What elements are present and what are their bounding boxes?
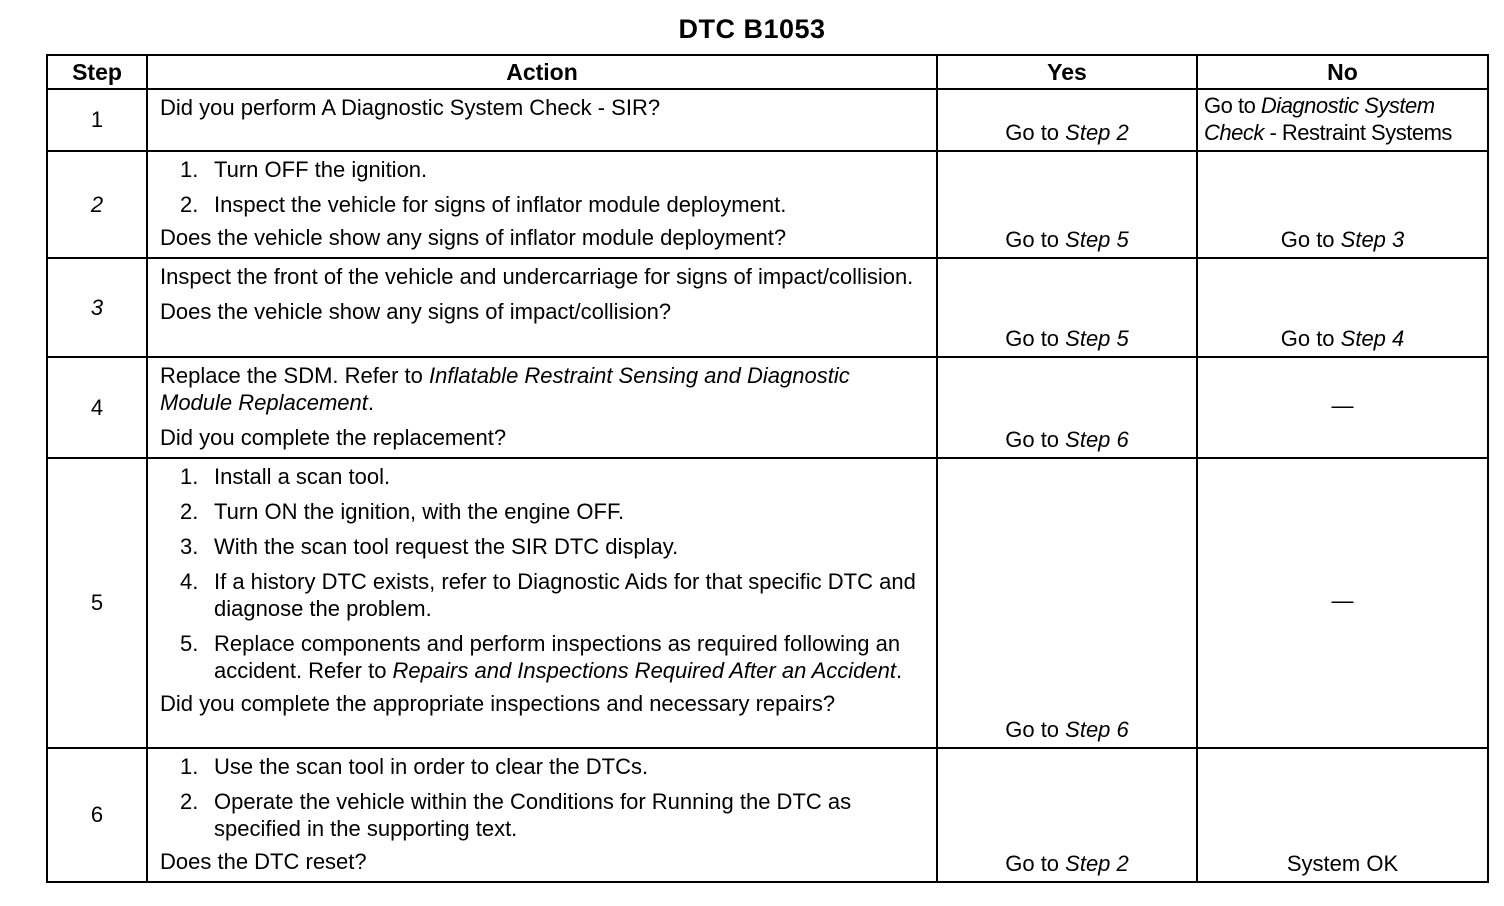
yes-cell: Go to Step 5 [937,258,1197,357]
no-cell: System OK [1197,748,1488,882]
action-cell [147,458,937,748]
no-prefix: Go to [1204,93,1261,118]
yes-step-link[interactable]: Step 2 [1065,120,1129,145]
page-title: DTC B1053 [678,14,826,44]
substep-item: 2. Inspect the vehicle for signs of inflator module deployment. [180,192,787,217]
action-question: Does the vehicle show any signs of impact/collision? [160,299,672,324]
action-question: Did you complete the appropriate inspections and necessary repairs? [160,691,836,716]
substep-item: 5. Replace components and perform inspections as required following an accident. Refer to Repairs and Inspections Required After an Accident. [180,631,903,683]
header-row [47,55,1488,89]
yes-step-link[interactable]: Step 5 [1065,326,1129,351]
no-step-link[interactable]: Step 3 [1340,227,1405,252]
substep-item: 1. Use the scan tool in order to clear the DTCs. [180,754,649,779]
header-action: Action [147,55,937,89]
yes-prefix: Go to [1005,120,1066,145]
action-text: Inspect the front of the vehicle and undercarriage for signs of impact/collision. [160,264,914,289]
table-row [47,89,1488,151]
no-cell: — [1197,458,1488,748]
substep-item: 1. Turn OFF the ignition. [180,157,428,182]
no-suffix: - Restraint Systems [1263,120,1452,145]
substep-item: 1. Install a scan tool. [180,464,391,489]
action-cell [147,748,937,882]
table-row [47,357,1488,458]
action-question: Does the DTC reset? [160,849,367,874]
substep-list [160,753,926,842]
yes-cell: Go to Step 6 [937,458,1197,748]
yes-step-link[interactable]: Step 5 [1065,227,1129,252]
action-question: Did you complete the replacement? [160,425,507,450]
action-cell [147,89,937,151]
table-row [47,258,1488,357]
yes-step-link[interactable]: Step 2 [1065,851,1129,876]
no-cell [1197,89,1488,151]
step-number: 1 [47,89,147,151]
yes-cell: Go to Step 2 [937,748,1197,882]
table-row [47,151,1488,258]
substep-item: 2. Turn ON the ignition, with the engine OFF. [180,499,625,524]
yes-cell: Go to Step 6 [937,357,1197,458]
yes-step-link[interactable]: Step 6 [1065,427,1129,452]
no-diagnostic-link[interactable]: Diagnostic System Check [1204,93,1435,145]
no-cell: Go to Step 4 [1197,258,1488,357]
yes-step-link[interactable]: Step 6 [1065,717,1129,742]
substep-item: 3. With the scan tool request the SIR DTC display. [180,534,679,559]
action-question: Did you perform A Diagnostic System Check - SIR? [160,95,661,120]
header-no: No [1197,55,1488,89]
header-step: Step [47,55,147,89]
substep-item: 4. If a history DTC exists, refer to Diagnostic Aids for that specific DTC and diagnose the problem. [180,569,916,621]
replacement-link[interactable]: Inflatable Restraint Sensing and Diagnostic Module Replacement [160,363,850,415]
no-step-link[interactable]: Step 4 [1340,326,1405,351]
step-number: 4 [47,357,147,458]
step-number: 2 [47,151,147,258]
step-number: 5 [47,458,147,748]
yes-cell [937,89,1197,151]
step-number: 3 [47,258,147,357]
action-cell [147,357,937,458]
step-number: 6 [47,748,147,882]
no-cell: Go to Step 3 [1197,151,1488,258]
no-cell: — [1197,357,1488,458]
substep-list [160,156,926,218]
table-row [47,748,1488,882]
substep-list [160,463,926,684]
action-cell [147,258,937,357]
table-row [47,458,1488,748]
dtc-table [46,54,1489,883]
action-question: Does the vehicle show any signs of inflator module deployment? [160,225,787,250]
substep-item: 2. Operate the vehicle within the Conditions for Running the DTC as specified in the supporting text. [180,789,852,841]
action-cell [147,151,937,258]
yes-cell: Go to Step 5 [937,151,1197,258]
repairs-link[interactable]: Repairs and Inspections Required After an Accident [392,658,896,683]
action-text: Replace the SDM. Refer to Inflatable Restraint Sensing and Diagnostic Module Replacement. [160,363,850,415]
header-yes: Yes [937,55,1197,89]
